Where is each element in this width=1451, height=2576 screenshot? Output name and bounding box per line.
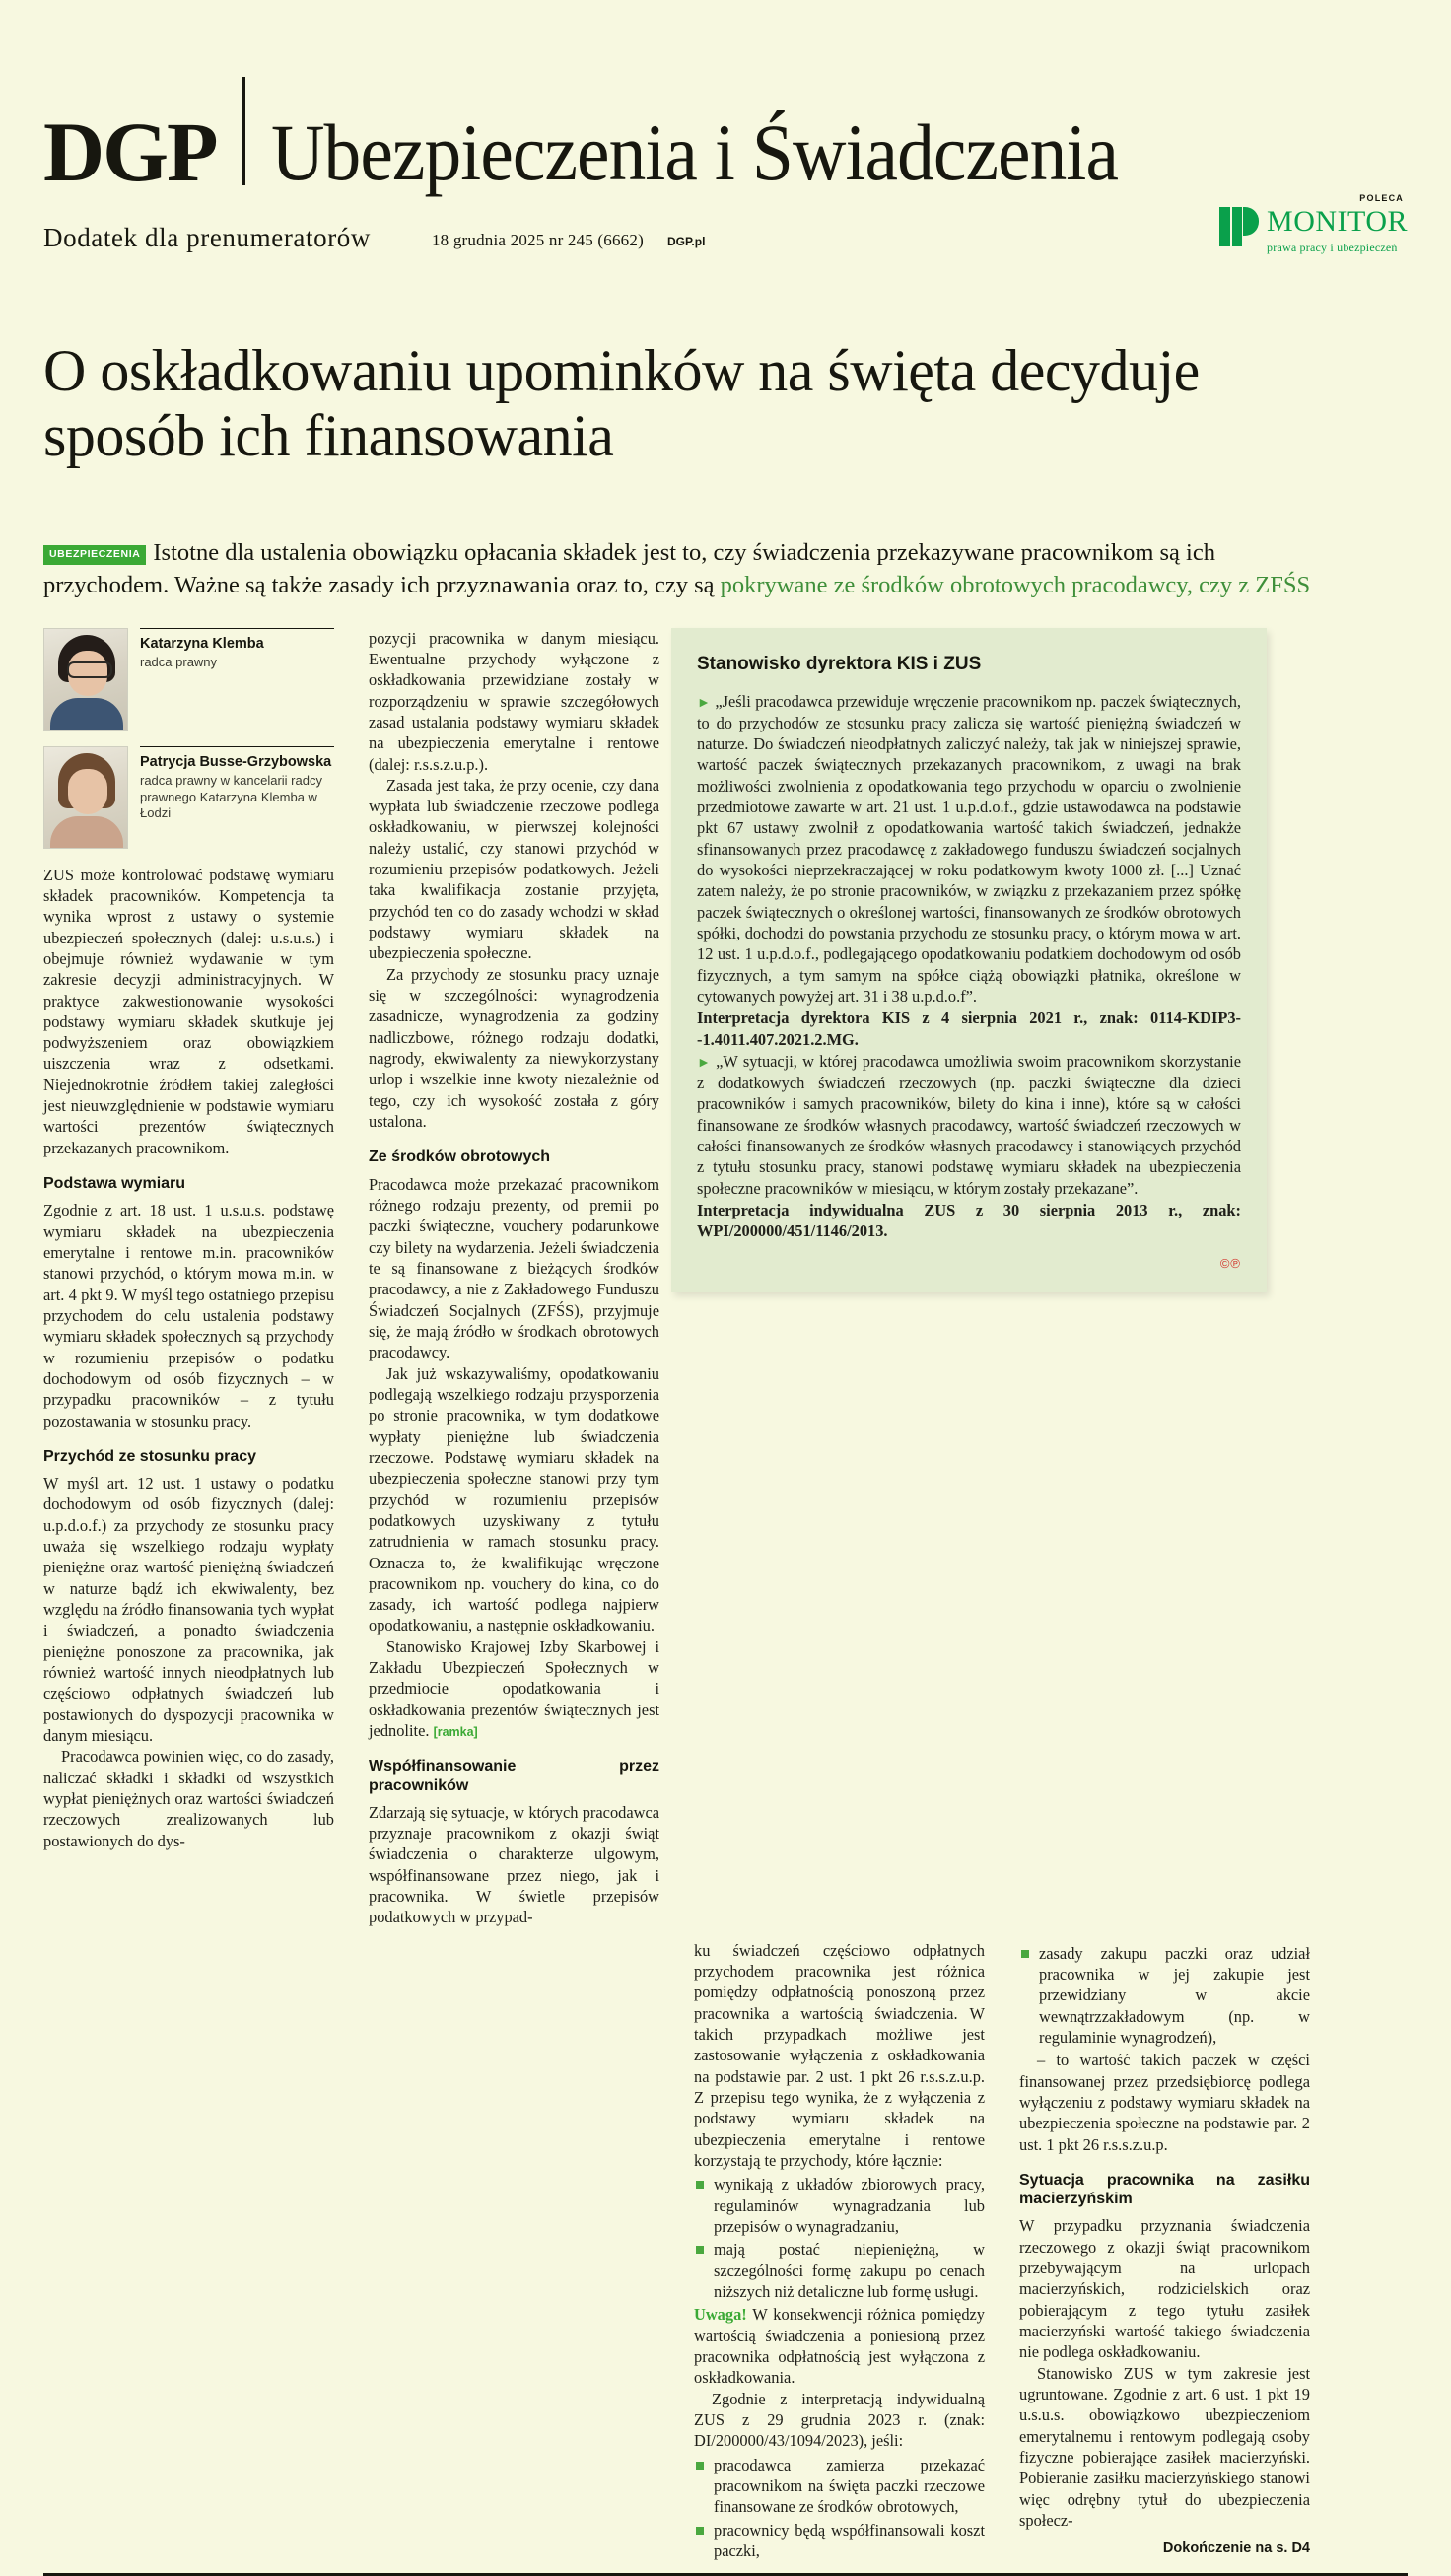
subheading: Przychód ze stosunku pracy bbox=[43, 1447, 257, 1465]
paragraph: W przypadku przyznania świadczenia rzeczowego z okazji świąt pracownikom przebywającym na urlopach macierzyńskich, rodzicielskich oraz pobierającym z tego tytułu zasiłek macierzyński wartość takiego świadczenia nie podlega oskładkowaniu. bbox=[1019, 2216, 1310, 2362]
quote-2 bbox=[697, 1051, 1241, 1199]
quote-1 bbox=[697, 691, 1241, 1008]
masthead-subbar bbox=[0, 189, 1451, 253]
paragraph-text: Stanowisko Krajowej Izby Skarbowej i Zakładu Ubezpieczeń Społecznych w przedmiocie opodatkowania i oskładkowania prezentów świątecznych jest jednolite. bbox=[369, 1636, 659, 1741]
bullet-list-1 bbox=[694, 2174, 985, 2302]
article-lead bbox=[0, 508, 1388, 601]
paragraph: Zasada jest taka, że przy ocenie, czy dana wypłata lub świadczenie rzeczowe podlega oskładkowaniu, w pierwszej kolejności należy ustalić, czy stanowi przychód w rozumieniu przepisów podatkowych. Jeżeli taka kwalifikacja zostanie przyjęta, przychód ten co do zasady wchodzi w skład podstawy wymiaru składek na ubezpieczenia społeczne. bbox=[369, 775, 659, 963]
continuation-note[interactable]: Dokończenie na s. D4 bbox=[1162, 2541, 1310, 2557]
monitor-promo[interactable] bbox=[1219, 193, 1408, 255]
ramka-marker: [ramka] bbox=[433, 1725, 478, 1740]
author-1 bbox=[43, 628, 334, 731]
bullet-list-3 bbox=[1019, 1943, 1310, 2049]
citation-2: Interpretacja indywidualna ZUS z 30 sierpnia 2013 r., znak: WPI/200000/451/1146/2013. bbox=[697, 1201, 1241, 1241]
sidebar-green-box bbox=[671, 628, 1267, 1292]
mp-logo-icon bbox=[1219, 207, 1261, 246]
article-headline: O oskładkowaniu upominków na święta decyduje sposób ich finansowania bbox=[43, 338, 1200, 469]
paragraph: W myśl art. 12 ust. 1 ustawy o podatku dochodowym od osób fizycznych (dalej: u.p.d.o.f.) za przychody ze stosunku pracy uważa się wszelkiego rodzaju wypłaty pieniężne oraz wartość pieniężną świadczeń w naturze bądź ich ekwiwalenty, bez względu na źródło finansowania tych wypłat i świadczeń, a ponadto świadczenia pieniężne ponoszone za pracownika, jak również wartość innych nieodpłatnych lub częściowo odpłatnych świadczeń lub postawionych do dyspozycji pracownika w danym miesiącu. bbox=[43, 1474, 334, 1746]
paragraph: Pracodawca powinien więc, co do zasady, naliczać składki i składki od wszystkich wypłat pieniężnych oraz wartości świadczeń rzeczowych zrealizowanych lub postawionych do dys- bbox=[43, 1747, 334, 1850]
column-1-body bbox=[43, 865, 334, 1851]
paragraph: Zgodnie z art. 18 ust. 1 u.s.u.s. podstawę wymiaru składek na ubezpieczenia emerytalne i rentowe m.in. pracowników stanowi przychód, o którym mowa m.in. w art. 4 pkt 9. W myśl tego ostatniego przepisu przychodem do celu ustalenia podstawy wymiaru składek społecznych są przychody w rozumieniu przepisów o podatku dochodowym od osób fizycznych – w przypadku pracowników – z tytułu pozostawania w stosunku pracy. bbox=[43, 1201, 334, 1430]
list-item: pracodawca zamierza przekazać pracownikom na święta paczki rzeczowe finansowane ze środków obrotowych, bbox=[694, 2455, 985, 2518]
list-item: pracownicy będą współfinansowali koszt paczki, bbox=[694, 2520, 985, 2562]
paragraph: pozycji pracownika w danym miesiącu. Ewentualne przychody wyłączone z oskładkowania przewidziane zostały w rozporządzeniu w sprawie szczegółowych zasad ustalania podstawy wymiaru składek na ubezpieczenia emerytalne i rentowe (dalej: r.s.s.z.u.p.). bbox=[369, 628, 659, 774]
author-role: radca prawny w kancelarii radcy prawnego Katarzyna Klemba w Łodzi bbox=[140, 773, 322, 821]
uwaga-paragraph bbox=[694, 2304, 985, 2388]
column-2 bbox=[369, 628, 694, 1928]
monitor-name: MONITOR bbox=[1267, 205, 1408, 238]
copyright-mark: ©℗ bbox=[1219, 1255, 1241, 1271]
supplement-label: Dodatek dla prenumeratorów bbox=[43, 223, 371, 252]
green-box-title: Stanowisko dyrektora KIS i ZUS bbox=[697, 653, 982, 674]
citation-1: Interpretacja dyrektora KIS z 4 sierpnia 2021 r., znak: 0114-KDIP3--1.4011.407.2021.2.MG. bbox=[697, 1009, 1241, 1049]
site-label[interactable]: DGP.pl bbox=[666, 235, 706, 248]
column-4-body bbox=[1019, 1943, 1310, 2532]
bullet-list-2 bbox=[694, 2455, 985, 2562]
category-badge[interactable]: UBEZPIECZENIA bbox=[43, 545, 146, 565]
paragraph bbox=[369, 1636, 659, 1742]
paragraph: Pracodawca może przekazać pracownikom różnego rodzaju prezenty, od premii po paczki świąteczne, vouchery podarunkowe czy bilety na wydarzenia. Jeżeli świadczenia te są finansowane z bieżących środków pracodawcy, a nie z Zakładowego Funduszu Świadczeń Socjalnych (ZFŚS), przyjmuje się, że mają źródło w środkach obrotowych pracodawcy. bbox=[369, 1174, 659, 1362]
subheading: Ze środków obrotowych bbox=[369, 1149, 551, 1166]
masthead-divider bbox=[242, 77, 245, 185]
lower-spacer-1 bbox=[43, 1940, 369, 2564]
lower-spacer-2 bbox=[369, 1940, 694, 2564]
paragraph: ku świadczeń częściowo odpłatnych przychodem pracownika jest różnica pomiędzy odpłatnością ponoszoną przez pracownika a wartością świadczenia. W takich przypadkach możliwe jest zastosowanie wyłączenia z oskładkowania na podstawie par. 2 ust. 1 pkt 26 r.s.s.z.u.p. Z przepisu tego wynika, że z wyłączenia z podstawy wymiaru składek na ubezpieczenia emerytalne i rentowe korzystają te przychody, które łącznie: bbox=[694, 1940, 985, 2171]
column-2-body bbox=[369, 628, 659, 1928]
author-2 bbox=[43, 746, 334, 849]
paragraph: Jak już wskazywaliśmy, opodatkowaniu podlegają wszelkiego rodzaju przysporzenia po stronie pracownika, w tym dodatkowe wypłaty pieniężne lub świadczenia rzeczowe. Podstawę wymiaru składek na ubezpieczenia społeczne stanowi przy tym przychód w rozumieniu przepisów podatkowych uzyskiwany z tytułu zatrudnienia w ramach stosunku pracy. Oznacza to, że kwalifikując wręczone pracownikom np. vouchery do kina, co do zasady, ich wartość podlega najpierw opodatkowaniu, a następnie oskładkowaniu. bbox=[369, 1363, 659, 1636]
poleca-label: POLECA bbox=[1359, 193, 1404, 203]
column-3 bbox=[694, 1940, 1019, 2564]
brand-logo[interactable]: DGP bbox=[43, 104, 217, 200]
lead-text: Istotne dla ustalenia obowiązku opłacania składek jest to, czy świadczenia przekazywane pracownikom są ich przychodem. Ważne są także zasady ich przyznawania oraz to, czy są bbox=[43, 539, 1215, 598]
list-item: mają postać niepieniężną, w szczególności formę zakupu po cenach niższych niż detaliczne lub formę usługi. bbox=[694, 2239, 985, 2302]
green-box-body bbox=[697, 691, 1241, 1242]
author-role: radca prawny bbox=[140, 655, 218, 670]
paragraph: Stanowisko ZUS w tym zakresie jest ugruntowane. Zgodnie z art. 6 ust. 1 pkt 19 u.s.u.s. obowiązkowo ubezpieczeniom emerytalnemu i rentowym podlegają osoby fizyczne pobierające zasiłek macierzyński. Pobieranie zasiłku macierzyńskiego stanowi więc odrębny tytuł do ubezpieczenia społecz- bbox=[1019, 2363, 1310, 2531]
column-3-body bbox=[694, 1940, 985, 2562]
list-item: zasady zakupu paczki oraz udział pracownika w jej zakupie jest przewidziany w akcie wewnątrzzakładowym (np. w regulaminie wynagrodzeń), bbox=[1019, 1943, 1310, 2049]
paragraph: Zgodnie z interpretacją indywidualną ZUS z 29 grudnia 2023 r. (znak: DI/200000/43/1094/2023), jeśli: bbox=[694, 2389, 985, 2451]
lower-columns bbox=[0, 1940, 1451, 2564]
issue-info: 18 grudnia 2025 nr 245 (6662) bbox=[431, 231, 644, 249]
paragraph: ZUS może kontrolować podstawę wymiaru składek pracowników. Kompetencja ta wynika wprost z ustawy o systemie ubezpieczeń społecznych (dalej: u.s.u.s.) i obejmuje również wydawanie w tym zakresie decyzji administracyjnych. W praktyce zakwestionowanie wysokości podstawy wymiaru składek skutkuje jej podwyższeniem oraz obowiązkiem uiszczenia wraz z odsetkami. Niejednokrotnie źródłem takiej zaległości jest nieuwzględnienie w podstawie wymiaru wartości prezentów świątecznych przekazanych pracownikom. bbox=[43, 865, 334, 1157]
avatar bbox=[43, 628, 128, 731]
triangle-icon: ► bbox=[697, 695, 711, 711]
author-name: Katarzyna Klemba bbox=[140, 635, 264, 652]
quote-text: „Jeśli pracodawca przewiduje wręczenie pracownikom np. paczek świątecznych, to do przychodów ze stosunku pracy zalicza się wartość pieniężną świadczeń w naturze. Do świadczeń nieodpłatnych zaliczyć należy, tak jak w niniejszej sprawie, wartość paczek świątecznych przekazanych pracownikom, z uwagi na brak możliwości zwolnienia z opodatkowania tego przychodu w oparciu o zwolnienie przedmiotowe zawarte w art. 21 ust. 1 u.p.d.o.f., gdzie ustawodawca na podstawie pkt 67 ustawy zwolnił z opodatkowania wartość takich świadczeń, jednakże sfinansowanych przez pracodawcę z zakładowego funduszu świadczeń socjalnych do wysokości nieprzekraczającej w roku podatkowym kwoty 1000 zł. [...] Uznać zatem należy, że po stronie pracowników, w związku z przekazaniem przez spółkę paczek świątecznych o określonej wartości, finansowanych ze środków obrotowych spółki, dochodzi do powstania przychodu ze stosunku pracy, o którym mowa w art. 12 ust. 1 u.p.d.o.f., podlegającego opodatkowaniu podatkiem dochodowym od osób fizycznych, a tym samym na spółce ciążą obowiązki płatnika, określone w cytowanych powyżej art. 31 i 38 u.p.d.o.f”. bbox=[697, 691, 1241, 1006]
dash-paragraph: – to wartość takich paczek w części finansowanej przez przedsiębiorcę podlega wyłączeniu z podstawy wymiaru składek na ubezpieczenia społeczne na podstawie par. 2 ust. 1 pkt 26 r.s.s.z.u.p. bbox=[1019, 2051, 1310, 2154]
author-name: Patrycja Busse-Grzybowska bbox=[140, 753, 332, 770]
triangle-icon: ► bbox=[697, 1055, 711, 1071]
list-item: wynikają z układów zbiorowych pracy, regulaminów wynagradzania lub przepisów o wynagradzaniu, bbox=[694, 2174, 985, 2237]
uwaga-text: W konsekwencji różnica pomiędzy wartością świadczenia a poniesioną przez pracownika odpłatnością jest wyłączona z oskładkowania. bbox=[694, 2305, 985, 2388]
subheading: Sytuacja pracownika na zasiłku macierzyńskim bbox=[1019, 2172, 1310, 2208]
uwaga-label: Uwaga! bbox=[694, 2305, 747, 2325]
avatar bbox=[43, 746, 128, 849]
subheading: Współfinansowanie przez pracowników bbox=[369, 1758, 659, 1794]
section-title: Ubezpieczenia i Świadczenia bbox=[270, 107, 1118, 198]
monitor-subtitle: prawa pracy i ubezpieczeń bbox=[1267, 241, 1398, 254]
quote-text: „W sytuacji, w której pracodawca umożliwia swoim pracownikom skorzystanie z dodatkowych świadczeń rzeczowych (np. paczki świąteczne dla dzieci pracowników i samych pracowników, bilety do kina i inne), które są w całości finansowane ze środków własnych pracodawcy, wartość świadczeń rzeczowych w całości finansowanych ze środków własnych pracodawcy i stanowiących przychód z tytułu stosunku pracy, stanowi podstawę wymiaru składek na ubezpieczenia społeczne pracowników w miesiącu, w którym zostały przekazane”. bbox=[697, 1051, 1241, 1198]
column-4 bbox=[1019, 1940, 1310, 2564]
column-1 bbox=[43, 628, 369, 1928]
paragraph: Zdarzają się sytuacje, w których pracodawca przyznaje pracownikom z okazji świąt świadczenia o charakterze ulgowym, współfinansowane przez niego, jak i pracownika. W świetle przepisów podatkowych w przypad- bbox=[369, 1802, 659, 1927]
subheading: Podstawa wymiaru bbox=[43, 1175, 186, 1193]
lead-highlight: pokrywane ze środków obrotowych pracodawcy, czy z ZFŚS bbox=[720, 571, 1311, 598]
upper-columns bbox=[0, 628, 1451, 1928]
paragraph: Za przychody ze stosunku pracy uznaje się w szczególności: wynagrodzenia zasadnicze, wynagrodzenia za godziny nadliczbowe, różnego rodzaju dodatki, nagrody, ekwiwalenty za niewykorzystany urlop i wszelkie inne kwoty niezależnie od tego, czy ich wysokość została z góry ustalona. bbox=[369, 964, 659, 1132]
